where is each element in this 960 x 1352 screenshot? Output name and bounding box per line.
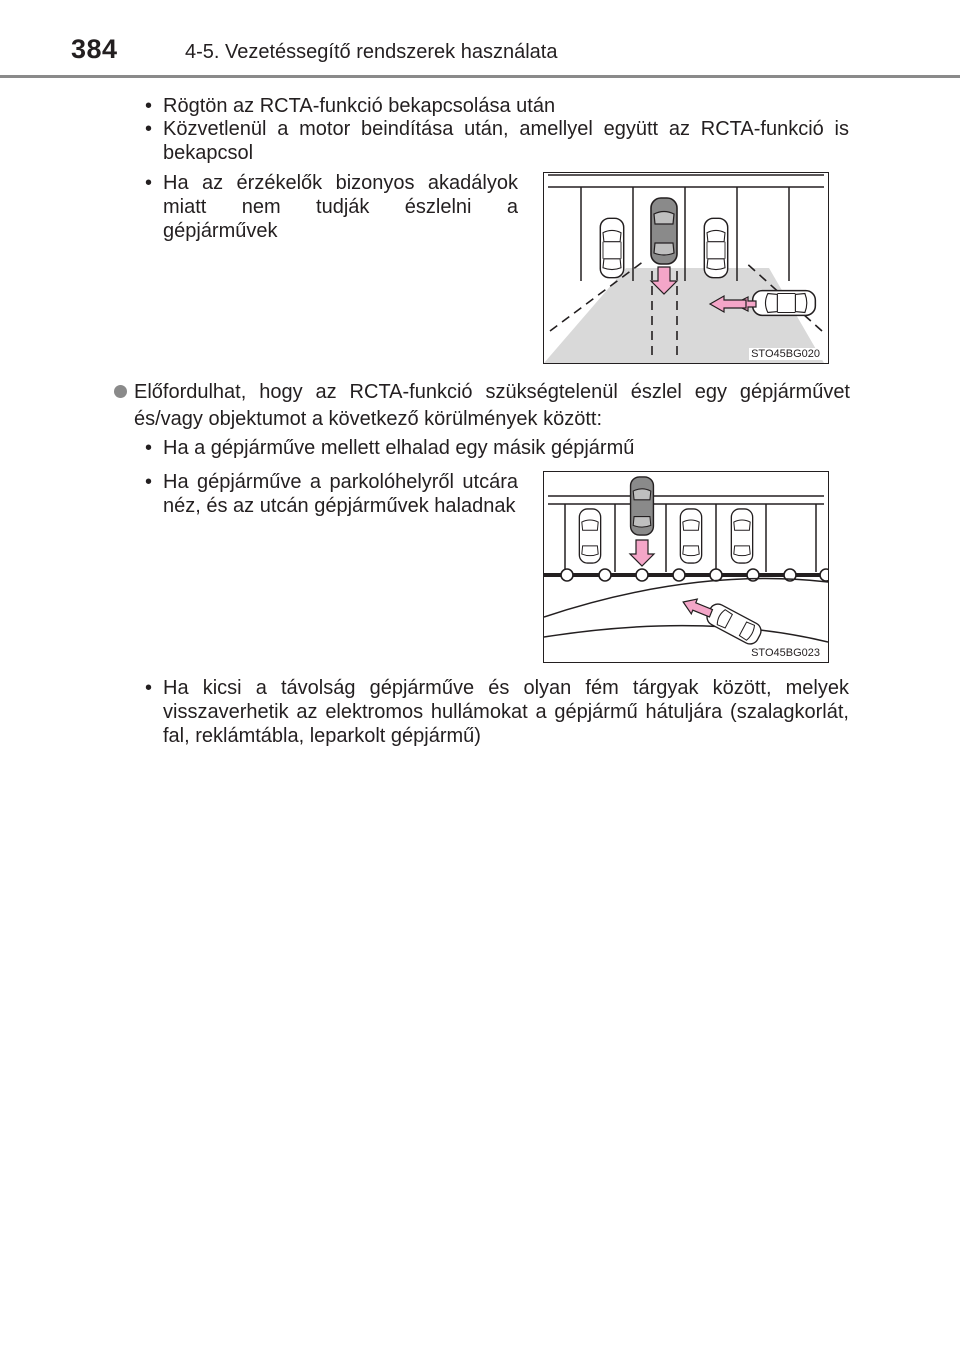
main-point: Előfordulhat, hogy az RCTA-funkció szükségtelenül észlel egy gépjárművet és/vagy objektumot a következő körülmények között: (134, 379, 850, 433)
circle-bullet-icon (114, 385, 127, 398)
bullet-icon: • (145, 95, 153, 117)
list-item: • Ha kicsi a távolság gépjárműve és olyan fém tárgyak között, melyek visszaverhetik az elektromos hullámokat a gépjármű hátuljára (szalagkorlát, fal, reklámtábla, leparkolt gépjármű) (145, 677, 849, 747)
bullet-icon: • (145, 172, 153, 194)
figure-rcta-street (543, 471, 829, 663)
parking-illustration (544, 173, 828, 363)
page-number: 384 (71, 34, 118, 64)
list-item: • Ha az érzékelők bizonyos akadályok miatt nem tudják észlelni a gépjárművek (145, 172, 518, 242)
street-illustration (544, 472, 828, 662)
list-item: • Rögtön az RCTA-funkció bekapcsolása után (145, 95, 556, 117)
bullet-icon: • (145, 677, 153, 699)
section-title: 4-5. Vezetéssegítő rendszerek használata (185, 41, 558, 63)
figure-rcta-obstruction (543, 172, 829, 364)
header-divider (0, 75, 960, 78)
page-header (0, 0, 960, 80)
list-item: • Közvetlenül a motor beindítása után, amellyel együtt az RCTA-funkció is bekapcsol (145, 118, 849, 164)
figure-code: STO45BG020 (751, 348, 820, 360)
list-item: • Ha gépjárműve a parkolóhelyről utcára néz, és az utcán gépjárművek haladnak (145, 471, 518, 517)
figure-code: STO45BG023 (751, 647, 820, 659)
list-item: • Ha a gépjárműve mellett elhalad egy másik gépjármű (145, 437, 635, 459)
bullet-icon: • (145, 118, 153, 140)
bullet-icon: • (145, 437, 153, 459)
bullet-icon: • (145, 471, 153, 493)
